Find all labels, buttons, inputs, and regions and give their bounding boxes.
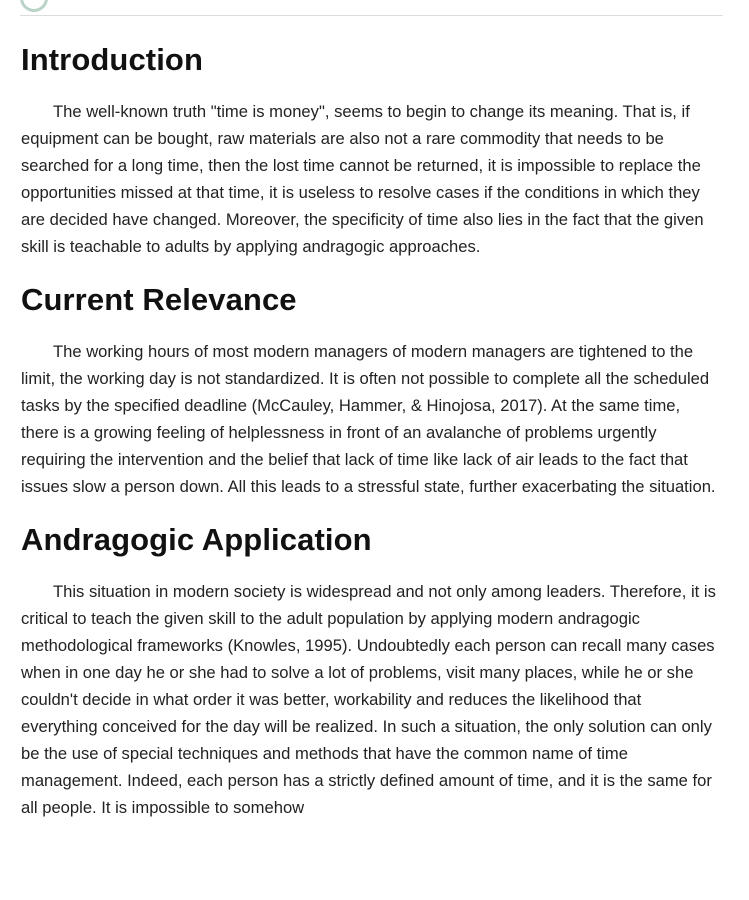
- top-logo-mark: [20, 0, 48, 12]
- section-andragogic-application: [21, 520, 721, 821]
- header-divider: [20, 15, 723, 16]
- section-paragraph: The well-known truth "time is money", seems to begin to change its meaning. That is, if equipment can be bought, raw materials are also not a rare commodity that needs to be searched for a long time, then the lost time cannot be returned, it is impossible to replace the opportunities missed at that time, it is useless to resolve cases if the conditions in which they are decided have changed. Moreover, the specificity of time also lies in the fact that the given skill is teachable to adults by applying andragogic approaches.: [21, 102, 704, 256]
- section-current-relevance: [21, 280, 721, 500]
- section-heading: Introduction: [21, 42, 203, 77]
- article-body: [21, 40, 721, 821]
- section-paragraph: This situation in modern society is widespread and not only among leaders. Therefore, it is critical to teach the given skill to the adult population by applying modern andragogic methodological frameworks (Knowles, 1995). Undoubtedly each person can recall many cases when in one day he or she had to solve a lot of problems, visit many places, while he or she couldn't decide in what order it was better, workability and reduces the likelihood that everything conceived for the day will be realized. In such a situation, the only solution can only be the use of special techniques and methods that have the common name of time management. Indeed, each person has a strictly defined amount of time, and it is the same for all people. It is impossible to somehow: [21, 582, 716, 817]
- section-introduction: [21, 40, 721, 260]
- section-heading: Current Relevance: [21, 282, 297, 317]
- section-paragraph: The working hours of most modern managers of modern managers are tightened to the limit, the working day is not standardized. It is often not possible to complete all the scheduled tasks by the specified deadline (McCauley, Hammer, & Hinojosa, 2017). At the same time, there is a growing feeling of helplessness in front of an avalanche of problems urgently requiring the intervention and the belief that lack of time like lack of air leads to the fact that issues slow a person down. All this leads to a stressful state, further exacerbating the situation.: [21, 342, 716, 496]
- section-heading: Andragogic Application: [21, 522, 372, 557]
